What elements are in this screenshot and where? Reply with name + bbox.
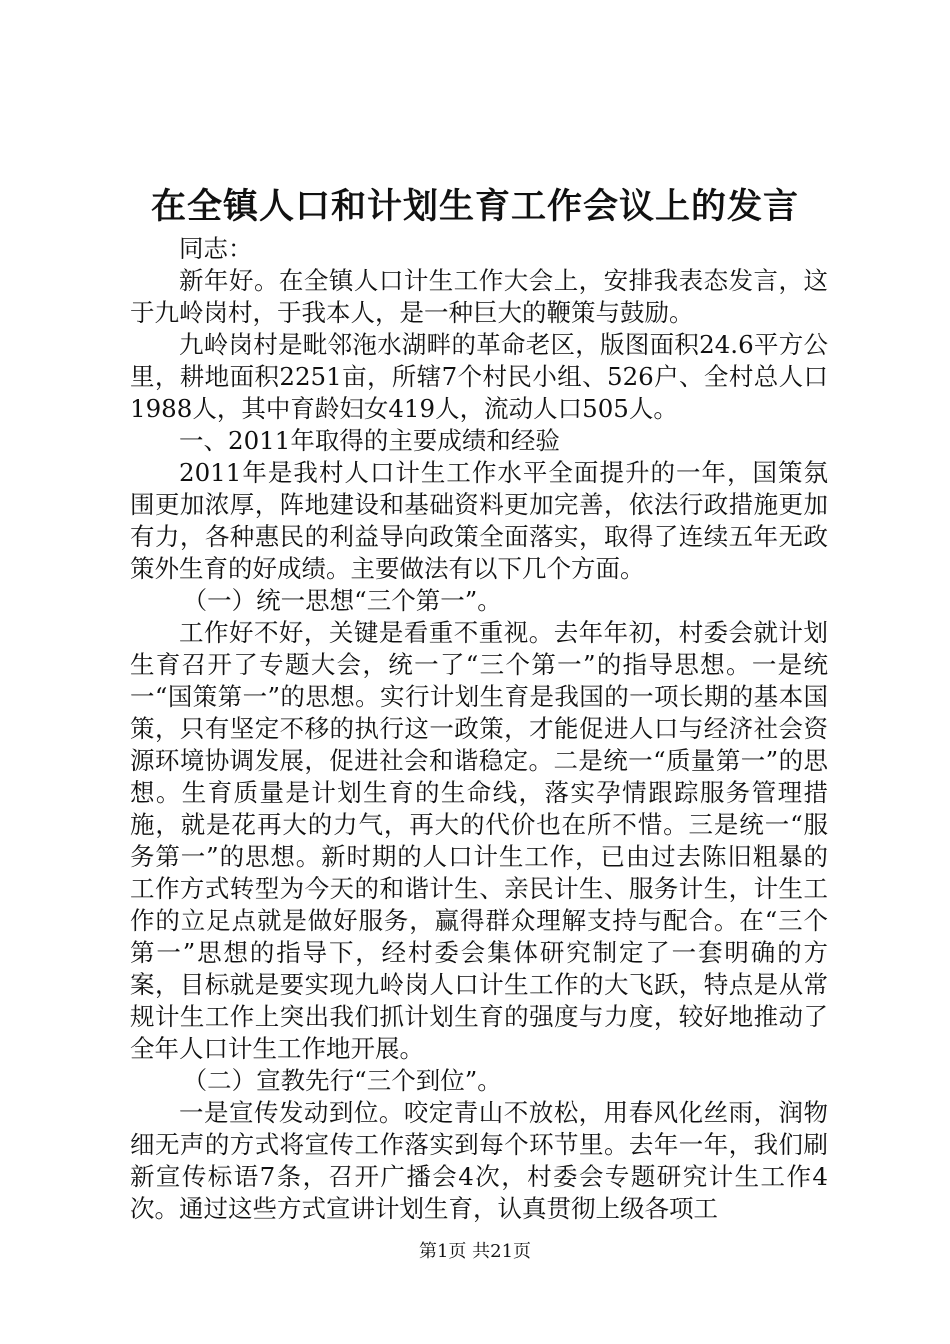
subheading-2: （二）宣教先行“三个到位”。 [182, 1066, 502, 1095]
section-heading-1: 一、2011年取得的主要成绩和经验 [179, 426, 560, 455]
paragraph-village-intro: 九岭岗村是毗邻沲水湖畔的革命老区，版图面积24.6平方公里，耕地面积2251亩，所辖7个村民小组、526户、全村总人口1988人，其中育龄妇女419人，流动人口505人。 [130, 330, 828, 423]
subheading-1: （一）统一思想“三个第一”。 [182, 586, 502, 615]
paragraph-publicity: 一是宣传发动到位。咬定青山不放松，用春风化丝雨，润物细无声的方式将宣传工作落实到每个环节里。去年一年，我们刷新宣传标语7条，召开广播会4次，村委会专题研究计生工作4次。通过这些方式宣讲计划生育，认真贯彻上级各项工 [130, 1098, 828, 1223]
paragraph-three-firsts: 工作好不好，关键是看重不重视。去年年初，村委会就计划生育召开了专题大会，统一了“三个第一”的指导思想。一是统一“国策第一”的思想。实行计划生育是我国的一项长期的基本国策，只有坚定不移的执行这一政策，才能促进人口与经济社会资源环境协调发展，促进社会和谐稳定。二是统一“质量第一”的思想。生育质量是计划生育的生命线，落实孕情跟踪服务管理措施，就是花再大的力气，再大的代价也在所不惜。三是统一“服务第一”的思想。新时期的人口计生工作，已由过去陈旧粗暴的工作方式转型为今天的和谐计生、亲民计生、服务计生，计生工作的立足点就是做好服务，赢得群众理解支持与配合。在“三个第一”思想的指导下，经村委会集体研究制定了一套明确的方案，目标就是要实现九岭岗人口计生工作的大飞跃，特点是从常规计生工作上突出我们抓计划生育的强度与力度，较好地推动了全年人口计生工作地开展。 [130, 618, 828, 1063]
document-title: 在全镇人口和计划生育工作会议上的发言 [150, 186, 799, 227]
paragraph-greeting: 新年好。在全镇人口计生工作大会上，安排我表态发言，这于九岭岗村，于我本人，是一种巨大的鞭策与鼓励。 [130, 266, 828, 327]
paragraph-salutation: 同志： [179, 234, 253, 263]
document-body [130, 233, 828, 1225]
page-footer: 第1页 共21页 [418, 1241, 532, 1262]
paragraph-2011-summary: 2011年是我村人口计生工作水平全面提升的一年，国策氛围更加浓厚，阵地建设和基础资料更加完善，依法行政措施更加有力，各种惠民的利益导向政策全面落实，取得了连续五年无政策外生育的好成绩。主要做法有以下几个方面。 [130, 458, 828, 583]
